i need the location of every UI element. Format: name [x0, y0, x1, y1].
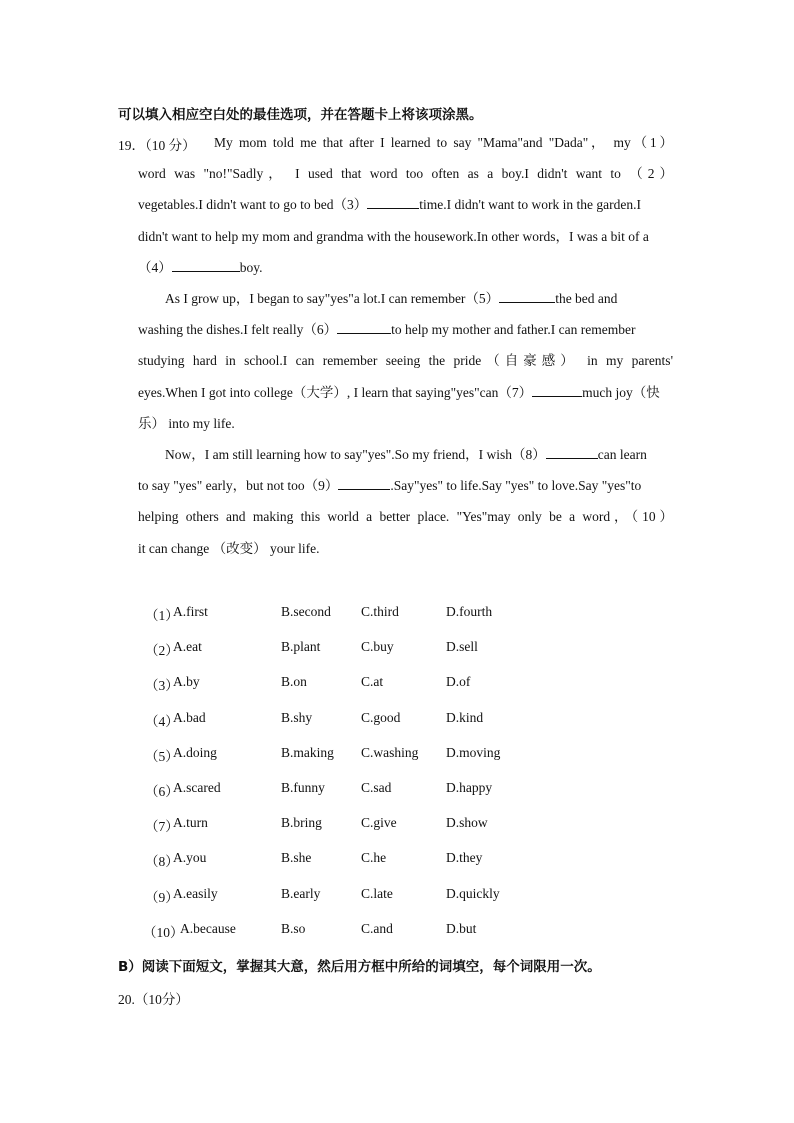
option-a[interactable]: A.scared	[173, 780, 221, 795]
option-d[interactable]: D.fourth	[446, 604, 493, 619]
option-number: （2）	[145, 643, 179, 658]
option-a[interactable]: A.by	[173, 674, 200, 689]
option-number: （4）	[145, 714, 179, 729]
option-d[interactable]: D.show	[446, 815, 488, 830]
option-row	[0, 886, 794, 906]
blank-7[interactable]	[532, 384, 582, 397]
passage-line-4: didn't want to help my mom and grandma with the housework.In other words，I was a bit of a	[138, 229, 649, 244]
blank-3[interactable]	[367, 196, 419, 209]
passage-line-13: helping others and making this world a better place. "Yes"may only be a word，（10）	[138, 509, 673, 524]
option-row	[0, 710, 794, 730]
question-19-header	[118, 134, 196, 154]
option-b[interactable]: B.shy	[281, 710, 313, 725]
option-row	[0, 674, 794, 694]
option-number: （10）	[143, 925, 184, 940]
option-a[interactable]: A.easily	[173, 886, 218, 901]
option-c[interactable]: C.buy	[361, 639, 394, 654]
question-19-number: 19．（10 分）	[118, 138, 196, 153]
blank-6[interactable]	[337, 321, 391, 334]
option-d[interactable]: D.kind	[446, 710, 484, 725]
option-d[interactable]: D.quickly	[446, 886, 500, 901]
option-row	[0, 745, 794, 765]
passage-line-1: My mom told me that after I learned to say "Mama"and "Dada"， my（1）	[214, 135, 673, 150]
option-c[interactable]: C.he	[361, 850, 387, 865]
passage-line-3: vegetables.I didn't want to go to bed（3） time.I didn't want to work in the garden.I	[138, 197, 642, 212]
option-b[interactable]: B.she	[281, 850, 312, 865]
blank-9[interactable]	[338, 477, 390, 490]
option-b[interactable]: B.plant	[281, 639, 321, 654]
option-b[interactable]: B.bring	[281, 815, 322, 830]
option-c[interactable]: C.late	[361, 886, 393, 901]
passage-line-12: to say "yes" early，but not too（9） .Say"yes" to life.Say "yes" to love.Say "yes"to	[138, 478, 642, 493]
option-d[interactable]: D.of	[446, 674, 471, 689]
option-a[interactable]: A.first	[173, 604, 208, 619]
passage-line-2: word was "no!"Sadly， I used that word too often as a boy.I didn't want to （2）	[138, 166, 673, 181]
option-row	[0, 780, 794, 800]
option-a[interactable]: A.bad	[173, 710, 206, 725]
option-c[interactable]: C.third	[361, 604, 399, 619]
question-20-header: 20.（10分）	[118, 992, 189, 1007]
option-c[interactable]: C.washing	[361, 745, 419, 760]
passage-line-6: As I grow up，I began to say"yes"a lot.I can remember（5） the bed and	[165, 291, 618, 306]
passage-line-10: 乐） into my life.	[138, 416, 235, 431]
option-number: （5）	[145, 749, 179, 764]
option-b[interactable]: B.making	[281, 745, 334, 760]
option-a[interactable]: A.you	[173, 850, 207, 865]
option-b[interactable]: B.early	[281, 886, 321, 901]
option-number: （7）	[145, 819, 179, 834]
option-number: （1）	[145, 608, 179, 623]
option-a[interactable]: A.eat	[173, 639, 202, 654]
option-c[interactable]: C.give	[361, 815, 397, 830]
passage-line-8: studying hard in school.I can remember seeing the pride（自豪感） in my parents'	[138, 353, 673, 368]
option-row	[0, 850, 794, 870]
blank-5[interactable]	[499, 290, 555, 303]
option-a[interactable]: A.because	[180, 921, 236, 936]
instruction-top: 可以填入相应空白处的最佳选项，并在答题卡上将该项涂黑。	[118, 107, 483, 123]
option-number: （8）	[145, 854, 179, 869]
option-d[interactable]: D.but	[446, 921, 477, 936]
option-number: （3）	[145, 678, 179, 693]
option-c[interactable]: C.at	[361, 674, 384, 689]
option-c[interactable]: C.and	[361, 921, 393, 936]
option-d[interactable]: D.happy	[446, 780, 493, 795]
blank-4[interactable]	[172, 259, 240, 272]
option-number: （6）	[145, 784, 179, 799]
option-c[interactable]: C.sad	[361, 780, 392, 795]
passage-line-5: （4） boy.	[138, 260, 263, 275]
option-b[interactable]: B.second	[281, 604, 331, 619]
option-b[interactable]: B.so	[281, 921, 306, 936]
passage-line-14: it can change （改变） your life.	[138, 541, 320, 556]
passage-line-11: Now，I am still learning how to say"yes".So my friend，I wish（8） can learn	[165, 447, 647, 462]
option-row	[0, 815, 794, 835]
passage-line-9: eyes.When I got into college（大学）, I learn that saying"yes"can（7） much joy（快	[138, 385, 660, 400]
option-b[interactable]: B.on	[281, 674, 307, 689]
option-c[interactable]: C.good	[361, 710, 401, 725]
option-number: （9）	[145, 890, 179, 905]
blank-8[interactable]	[546, 446, 598, 459]
option-d[interactable]: D.sell	[446, 639, 478, 654]
passage-line-7: washing the dishes.I felt really（6） to help my mother and father.I can remember	[138, 322, 636, 337]
option-row	[0, 921, 794, 941]
option-row	[0, 604, 794, 624]
option-b[interactable]: B.funny	[281, 780, 325, 795]
option-a[interactable]: A.doing	[173, 745, 217, 760]
option-d[interactable]: D.they	[446, 850, 483, 865]
option-a[interactable]: A.turn	[173, 815, 208, 830]
option-d[interactable]: D.moving	[446, 745, 501, 760]
option-row	[0, 639, 794, 659]
section-b-instruction: B）阅读下面短文，掌握其大意，然后用方框中所给的词填空，每个词限用一次。	[118, 959, 601, 975]
